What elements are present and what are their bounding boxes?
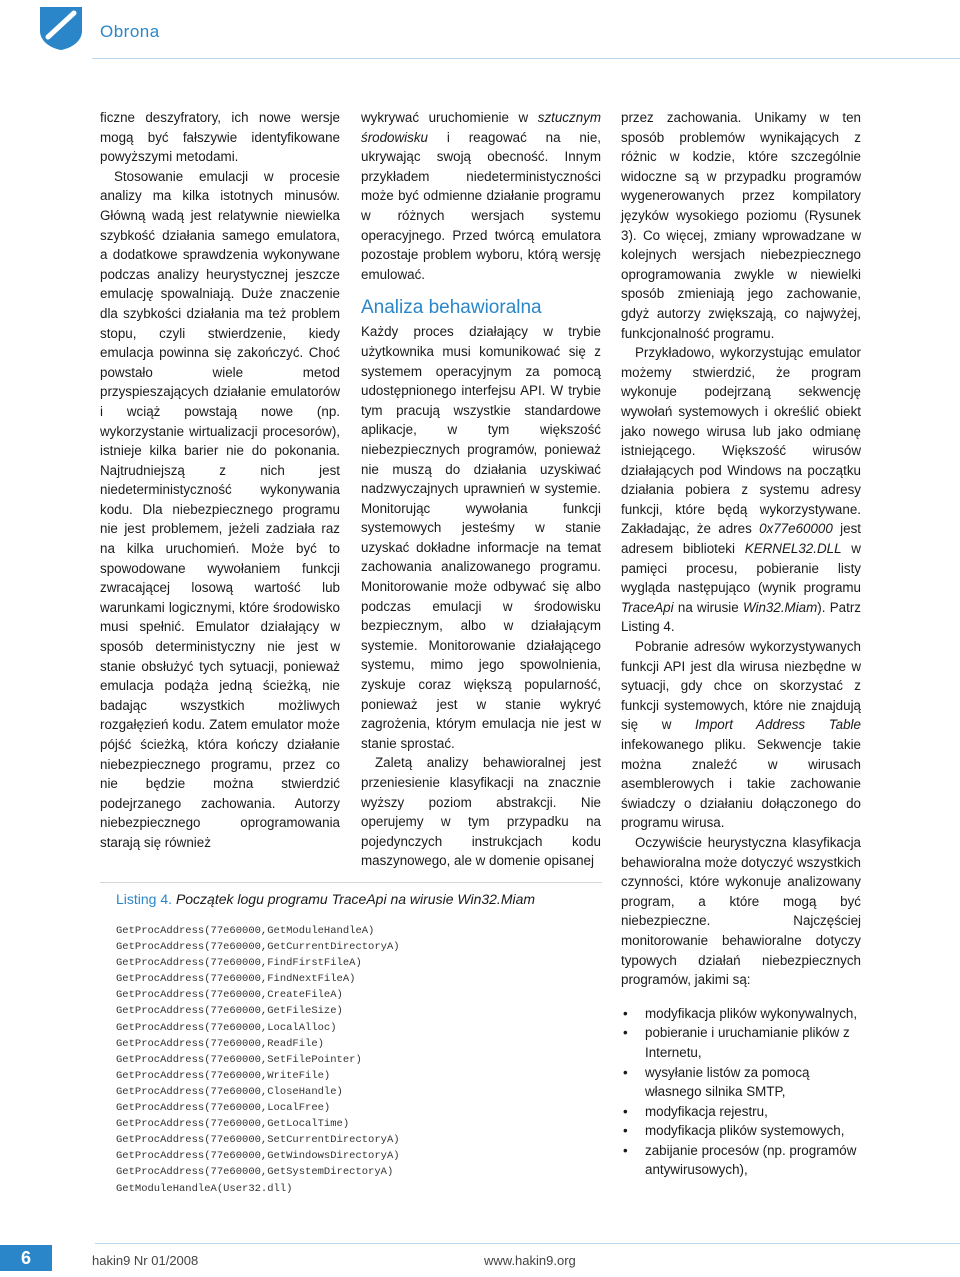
listing-title: Początek logu programu TraceApi na wirusie Win32.Miam	[175, 891, 536, 907]
list-item: • modyfikacja plików systemowych,	[621, 1121, 861, 1141]
paragraph: Zaletą analizy behawioralnej jest przeniesienie klasyfikacji na znacznie wyższy poziom abstrakcji. Nie operujemy w tym przypadku na pojedynczych instrukcjach kodu maszynowego, ale w domenie opisanej	[361, 755, 601, 869]
paragraph: Stosowanie emulacji w procesie analizy ma kilka istotnych minusów. Główną wadą jest relatywnie niewielka szybkość działania samego emulatora, a dodatkowe sprawdzenia wykonywane podczas analizy heurystycznej jeszcze emulację spowalniają. Duże znaczenie dla szybkości działania ma też problem stopu, czyli stwierdzenie, kiedy emulacja powinna się zakończyć. Choć powstało wiele metod przyspieszających działanie emulatorów i wciąż powstają nowe (np. wykorzystanie wirtualizacji procesorów), istnieje kilka barier nie do pokonania. Najtrudniejszą z nich jest niedeterministyczność wykonywania kodu. Dla niebezpiecznego programu nie jest problemem, jeżeli zadziała raz na kilka uruchomień. Może być to spowodowane wywołaniem funkcji zwracającej losową wartość lub warunkami logicznymi, które środowisko musi spełnić. Emulator działający w sposób deterministyczny nie jest w stanie obsłużyć tych sytuacji, ponieważ emulacja podąża jedną ścieżką, nie badając wszystkich możliwych rozgałęzień kodu. Zatem emulator może pójść ścieżką, która kończy działanie niebezpiecznego programu, przez co nie będzie można stwierdzić podejrzanego zachowania. Autorzy niebezpiecznego oprogramowania starają się również	[100, 168, 340, 850]
code-line: GetProcAddress(77e60000,GetFileSize)	[116, 1005, 343, 1018]
footer-divider	[95, 1243, 960, 1244]
code-line: GetProcAddress(77e60000,FindFirstFileA)	[116, 957, 362, 970]
list-item: • wysyłanie listów za pomocą własnego silnika SMTP,	[621, 1063, 861, 1102]
code-line: GetProcAddress(77e60000,CreateFileA)	[116, 989, 343, 1002]
code-line: GetProcAddress(77e60000,WriteFile)	[116, 1069, 331, 1082]
bullet-list	[621, 1004, 861, 1180]
list-item: • modyfikacja rejestru,	[621, 1102, 861, 1122]
text-column-3	[621, 108, 861, 1180]
code-line: GetProcAddress(77e60000,GetSystemDirectoryA)	[116, 1166, 394, 1179]
code-line: GetProcAddress(77e60000,LocalFree)	[116, 1102, 331, 1115]
code-line: GetProcAddress(77e60000,GetLocalTime)	[116, 1118, 350, 1131]
emphasis: sztucznym środowisku	[361, 110, 601, 145]
paragraph: przez zachowania. Unikamy w ten sposób problemów wynikających z różnic w kodzie, które szczególnie widoczne są w przypadku programów wygenerowanych przez kompilatory języków wysokiego poziomu (Rysunek 3). Co więcej, zmiany wprowadzane w kolejnych wersjach niebezpiecznego oprogramowania zwykle w niewielki sposób zmieniają jego zachowanie, gdyż autorzy zwiększają, co najwyżej, funkcjonalność programu.	[621, 110, 861, 341]
code-listing	[100, 882, 602, 1210]
code-line: GetModuleHandleA(User32.dll)	[116, 1182, 293, 1195]
list-item: • modyfikacja plików wykonywalnych,	[621, 1004, 861, 1024]
listing-label: Listing 4.	[116, 891, 173, 907]
code-line: GetProcAddress(77e60000,GetModuleHandleA)	[116, 925, 375, 937]
code-line: GetProcAddress(77e60000,LocalAlloc)	[116, 1021, 337, 1034]
code-line: GetProcAddress(77e60000,GetCurrentDirectoryA)	[116, 941, 400, 954]
paragraph: ficzne deszyfratory, ich nowe wersje mogą być fałszywie identyfikowane powyższymi metodami.	[100, 110, 340, 165]
text-column-1	[100, 108, 340, 853]
code-block	[116, 923, 400, 1197]
code-line: GetProcAddress(77e60000,SetFilePointer)	[116, 1053, 362, 1066]
code-line: GetProcAddress(77e60000,FindNextFileA)	[116, 973, 356, 986]
website: www.hakin9.org	[484, 1253, 576, 1268]
issue-info: hakin9 Nr 01/2008	[92, 1253, 199, 1268]
list-item: • pobieranie i uruchamianie plików z Internetu,	[621, 1023, 861, 1062]
code-line: GetProcAddress(77e60000,ReadFile)	[116, 1037, 324, 1050]
code-line: GetProcAddress(77e60000,SetCurrentDirectoryA)	[116, 1134, 400, 1147]
paragraph: Każdy proces działający w trybie użytkownika musi komunikować się z systemem operacyjnym za pomocą udostępnionego interfejsu API. W trybie tym pracują wszystkie standardowe aplikacje, w tym większość niebezpiecznych programów, ponieważ nie muszą do działania uzyskiwać nadzwyczajnych uprawnień w systemie. Monitorując wywołania funkcji systemowych jesteśmy w stanie uzyskać dokładne informacje na temat zachowania analizowanego programu. Monitorowanie może odbywać się albo podczas emulacji w środowisku bezpiecznym, albo w działającym systemie. Monitorowanie działającego systemu, mimo jego spowolnienia, zyskuje coraz większą popularność, ponieważ jest w stanie wykryć zagrożenia, którym emulacja nie jest w stanie sprostać.	[361, 324, 601, 751]
magazine-logo	[38, 5, 84, 51]
text-column-2	[361, 108, 601, 871]
section-heading: Analiza behawioralna	[361, 297, 542, 319]
section-title: Obrona	[100, 22, 160, 41]
header-divider	[92, 58, 960, 59]
code-line: GetProcAddress(77e60000,CloseHandle)	[116, 1085, 343, 1098]
paragraph: Przykładowo, wykorzystując emulator możemy stwierdzić, że program wykonuje podejrzaną sekwencję wywołań systemowych i określić obiekt jako nowego wirusa lub jako odmianę istniejącego. Większość wirusów działających pod Windows na początku działania pobiera z systemu adresy funkcji, które będą wykorzystywane. Zakładając, że adres 0x77e60000 jest adresem biblioteki KERNEL32.DLL w pamięci procesu, pobieranie listy wygląda następująco (wynik programu TraceApi na wirusie Win32.Miam). Patrz Listing 4.	[621, 345, 861, 635]
paragraph: Oczywiście heurystyczna klasyfikacja behawioralna może dotyczyć wszystkich czynności, które wykonuje analizowany program, a które mogą być niebezpieczne. Najczęściej monitorowanie behawioralne dotyczy typowych działań niebezpiecznych programów, jakimi są:	[621, 834, 861, 988]
code-line: GetProcAddress(77e60000,GetWindowsDirectoryA)	[116, 1150, 400, 1163]
list-item: • zabijanie procesów (np. programów antywirusowych),	[621, 1141, 861, 1180]
paragraph: Pobranie adresów wykorzystywanych funkcji API jest dla wirusa niezbędne w sytuacji, gdy chce on skorzystać z funkcji systemowych, które nie znajdują się w Import Address Table infekowanego pliku. Sekwencje takie można znaleźć w wirusach asemblerowych i takie zachowanie świadczy o działaniu dołączonego do programu wirusa.	[621, 639, 861, 831]
listing-caption	[116, 891, 535, 907]
paragraph: wykrywać uruchomienie w sztucznym środowisku i reagować na nie, ukrywając swoją obecność. Innym przykładem niedeterministyczności może być odmienne działanie programu w różnych wersjach systemu operacyjnego. Przed twórcą emulatora pozostaje problem wyboru, którą wersję emulować.	[361, 110, 601, 282]
page-number: 6	[0, 1245, 52, 1271]
